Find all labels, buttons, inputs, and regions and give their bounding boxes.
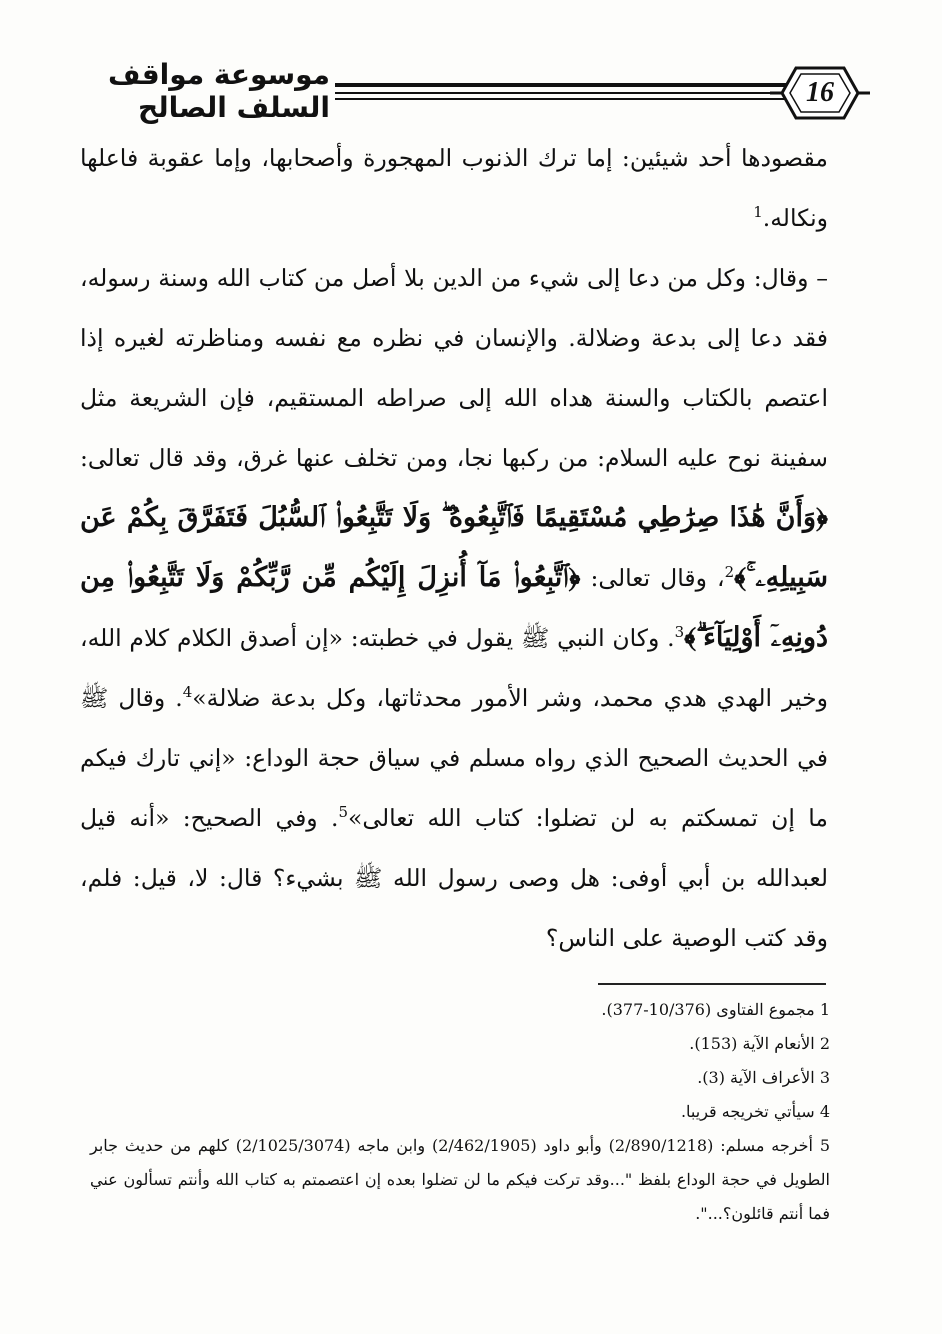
- paragraph-text: مقصودها أحد شيئين: إما ترك الذنوب المهجورة وأصحابها، وإما عقوبة فاعلها ونكاله.: [80, 144, 828, 232]
- header-rule: [335, 83, 790, 87]
- footnote-text: الأعراف الآية (3).: [697, 1068, 815, 1087]
- header-rule: [335, 92, 790, 94]
- footnote-ref: 4: [182, 683, 193, 702]
- footnote-text: سيأتي تخريجه قريبا.: [680, 1102, 815, 1121]
- footnote: [90, 1129, 830, 1231]
- paragraph-text: . وقال ﷺ في الحديث الصحيح الذي رواه مسلم في سياق حجة الوداع: «إني تارك فيكم ما إن تمسكتم به لن تضلوا: كتاب الله تعالى»: [80, 684, 828, 832]
- footnote-separator: [598, 983, 826, 985]
- footnote-number: 4: [819, 1102, 830, 1121]
- footnote-text: مجموع الفتاوى (10/376-377).: [601, 1000, 815, 1019]
- footnote-ref: 2: [724, 563, 735, 582]
- paragraph: [80, 128, 828, 248]
- paragraph-text: ، وقال تعالى:: [590, 564, 725, 592]
- footnote-number: 1: [819, 1000, 830, 1019]
- header-rule: [335, 98, 790, 100]
- footnote-text: أخرجه مسلم: (2/890/1218) وأبو داود (2/462/1905) وابن ماجه (2/1025/3074) كلهم من حديث جابر الطويل في حجة الوداع بلفظ "...وقد تركت فيكم ما لن تضلوا بعده إن اعتصمتم به كتاب الله وأنتم تسألون عني فما أنتم قائلون؟...".: [90, 1136, 830, 1223]
- footnote-text: الأنعام الآية (153).: [689, 1034, 815, 1053]
- footnote-number: 5: [819, 1136, 831, 1155]
- footnote-number: 2: [819, 1034, 830, 1053]
- page-number: 16: [806, 77, 834, 108]
- footnote-ref: 1: [753, 203, 763, 222]
- quran-verse: ﴿وَأَنَّ هَٰذَا صِرَٰطِي مُسْتَقِيمًا فَٱتَّبِعُوهُ ۖ وَلَا تَتَّبِعُوا۟ ٱلسُّبُلَ فَتَفَرَّقَ بِكُمْ عَن سَبِيلِهِۦ ۚ﴾: [80, 502, 828, 593]
- paragraph-text: . وفي الصحيح: «أنه قيل لعبدالله بن أبي أوفى: هل وصى رسول الله ﷺ بشيء؟ قال: لا، قيل: فلم، وقد كتب الوصية على الناس؟: [80, 804, 828, 952]
- paragraph-text: . وكان النبي ﷺ يقول في خطبته: «إن أصدق الكلام كلام الله، وخير الهدي هدي محمد، وشر الأمور محدثاتها، وكل بدعة ضلالة»: [80, 624, 828, 712]
- footnote: [90, 1095, 830, 1129]
- footnote: [90, 1027, 830, 1061]
- paragraph-text: – وقال: وكل من دعا إلى شيء من الدين بلا أصل من كتاب الله وسنة رسوله، فقد دعا إلى بدعة وضلالة. والإنسان في نظره مع نفسه ومناظرته لغيره إذا اعتصم بالكتاب والسنة هداه الله إلى صراطه المستقيم، فإن الشريعة مثل سفينة نوح عليه السلام: من ركبها نجا، ومن تخلف عنها غرق، وقد قال تعالى:: [80, 264, 828, 472]
- page-header: [50, 58, 840, 124]
- footnotes: [90, 993, 830, 1231]
- footnote: [90, 1061, 830, 1095]
- main-text: [80, 128, 828, 968]
- paragraph: [80, 248, 828, 968]
- page-number-badge: [768, 62, 872, 124]
- footnote-ref: 3: [674, 623, 685, 642]
- quran-verse: ﴿ٱتَّبِعُوا۟ مَآ أُنزِلَ إِلَيْكُم مِّن رَّبِّكُمْ وَلَا تَتَّبِعُوا۟ مِن دُونِهِۦٓ أَوْلِيَآءَ ۗ﴾: [80, 562, 829, 653]
- book-title: موسوعة مواقف السلف الصالح: [107, 58, 330, 124]
- footnote-ref: 5: [338, 803, 348, 822]
- footnote-number: 3: [819, 1068, 830, 1087]
- footnote: [90, 993, 830, 1027]
